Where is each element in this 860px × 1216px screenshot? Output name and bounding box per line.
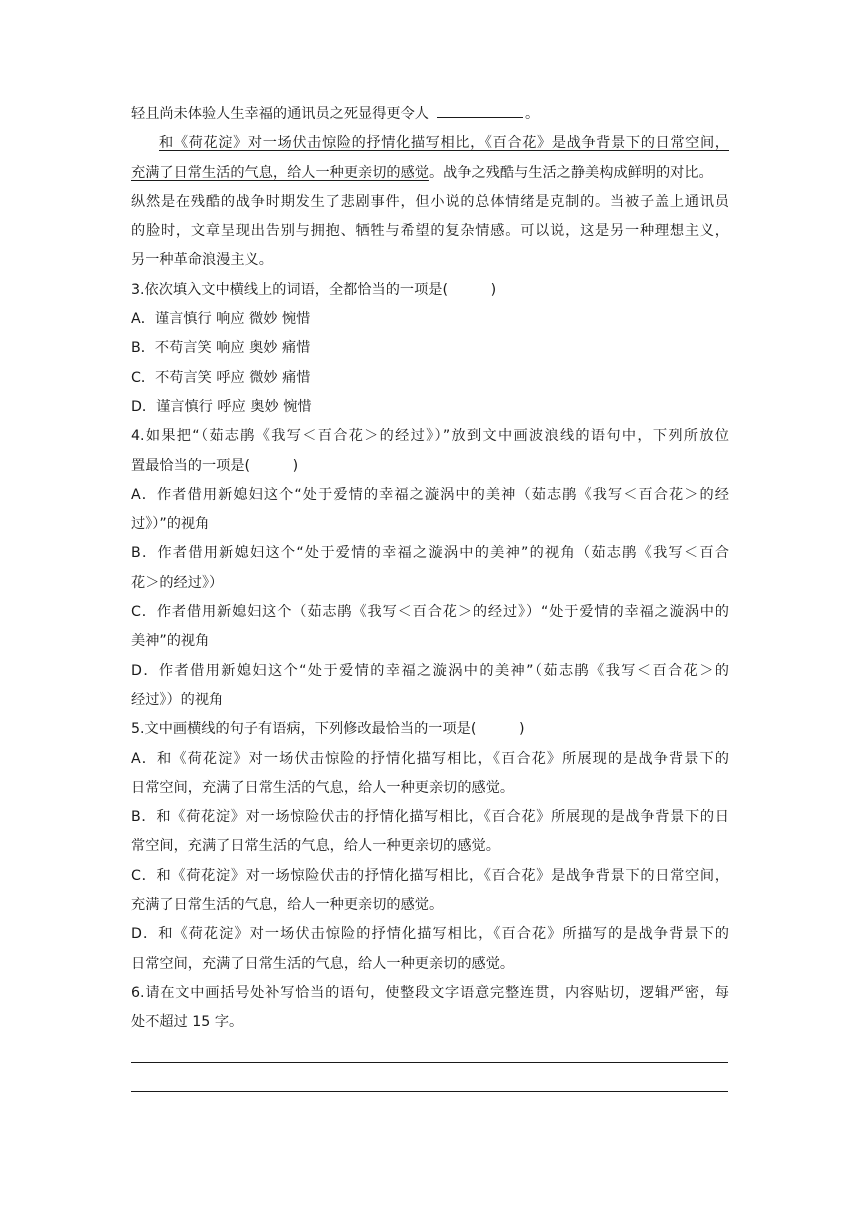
question-5-option-b[interactable]: B．和《荷花淀》对一场惊险伏击的抒情化描写相比，《百合花》所展现的是战争背景下的日 <box>131 809 729 826</box>
question-4-option-a-cont[interactable]: 过》）”的视角 <box>131 516 210 533</box>
question-4-stem: 4.如果把“（茹志鹃《我写＜百合花＞的经过》）”放到文中画波浪线的语句中，下列所放位 <box>131 428 729 445</box>
question-5-option-d[interactable]: D．和《荷花淀》对一场伏击惊险的抒情化描写相比，《百合花》所描写的是战争背景下的 <box>131 926 729 943</box>
question-4-option-d-cont[interactable]: 经过》）的视角 <box>131 691 224 708</box>
question-6-stem: 6.请在文中画括号处补写恰当的语句，使整段文字语意完整连贯，内容贴切，逻辑严密，每 <box>131 984 729 1001</box>
question-3-option-a[interactable]: A．谨言慎行 响应 微妙 惋惜 <box>131 311 311 328</box>
question-4-stem-cont: 置最恰当的一项是( ) <box>131 457 299 474</box>
passage-text: 轻且尚未体验人生幸福的通讯员之死显得更令人 <box>131 106 429 122</box>
question-5-option-a-cont[interactable]: 日常空间，充满了日常生活的气息，给人一种更亲切的感觉。 <box>131 779 515 796</box>
question-5-option-d-cont[interactable]: 日常空间，充满了日常生活的气息，给人一种更亲切的感觉。 <box>131 955 515 972</box>
passage-line-1 <box>131 100 729 129</box>
question-5-option-b-cont[interactable]: 常空间，充满了日常生活的气息，给人一种更亲切的感觉。 <box>131 838 500 855</box>
question-4-option-c[interactable]: C．作者借用新媳妇这个（茹志鹃《我写＜百合花＞的经过》）“处于爱情的幸福之漩涡中的 <box>131 604 729 621</box>
exam-page <box>131 100 729 1038</box>
question-4-option-c-cont[interactable]: 美神”的视角 <box>131 633 210 650</box>
passage-text: 。 <box>524 106 540 122</box>
passage-line-4: 纵然是在残酷的战争时期发生了悲剧事件，但小说的总体情绪是克制的。当被子盖上通讯员 <box>131 193 729 210</box>
question-5-option-c[interactable]: C．和《荷花淀》对一场惊险伏击的抒情化描写相比，《百合花》是战争背景下的日常空间， <box>131 867 729 884</box>
passage-line-2 <box>131 129 729 158</box>
question-5-stem: 5.文中画横线的句子有语病，下列修改最恰当的一项是( ) <box>131 721 525 738</box>
question-4-option-d[interactable]: D．作者借用新媳妇这个“处于爱情的幸福之漩涡中的美神”（茹志鹃《我写＜百合花＞的 <box>131 662 729 679</box>
question-4-option-a[interactable]: A．作者借用新媳妇这个“处于爱情的幸福之漩涡中的美神（茹志鹃《我写＜百合花＞的经 <box>131 486 729 503</box>
passage-line-6: 另一种革命浪漫主义。 <box>131 252 273 269</box>
answer-line-2[interactable] <box>131 1091 728 1092</box>
question-4-option-b[interactable]: B．作者借用新媳妇这个“处于爱情的幸福之漩涡中的美神”的视角（茹志鹃《我写＜百合 <box>131 545 729 562</box>
passage-line-5: 的脸时，文章呈现出告别与拥抱、牺牲与希望的复杂情感。可以说，这是另一种理想主义， <box>131 223 729 240</box>
question-3-option-d[interactable]: D．谨言慎行 呼应 奥妙 惋惜 <box>131 398 312 415</box>
answer-line-1[interactable] <box>131 1062 728 1063</box>
underlined-sentence: 充满了日常生活的气息，给人一种更亲切的感觉 <box>131 164 429 181</box>
question-5-option-c-cont[interactable]: 充满了日常生活的气息，给人一种更亲切的感觉。 <box>131 897 444 914</box>
question-6-stem-cont: 处不超过 15 字。 <box>131 1014 244 1031</box>
question-3-option-b[interactable]: B．不苟言笑 响应 奥妙 痛惜 <box>131 340 311 357</box>
passage-line-3 <box>131 159 729 188</box>
underlined-sentence: 和《荷花淀》对一场伏击惊险的抒情化描写相比，《百合花》是战争背景下的日常空间， <box>159 135 729 152</box>
question-3-stem: 3.依次填入文中横线上的词语，全都恰当的一项是( ) <box>131 281 497 298</box>
passage-text: 。战争之残酷与生活之静美构成鲜明的对比。 <box>428 164 713 181</box>
question-5-option-a[interactable]: A．和《荷花淀》对一场伏击惊险的抒情化描写相比，《百合花》所展现的是战争背景下的 <box>131 750 729 767</box>
fill-blank[interactable] <box>437 103 523 118</box>
question-4-option-b-cont[interactable]: 花＞的经过》） <box>131 574 224 591</box>
question-3-option-c[interactable]: C．不苟言笑 呼应 微妙 痛惜 <box>131 369 311 386</box>
